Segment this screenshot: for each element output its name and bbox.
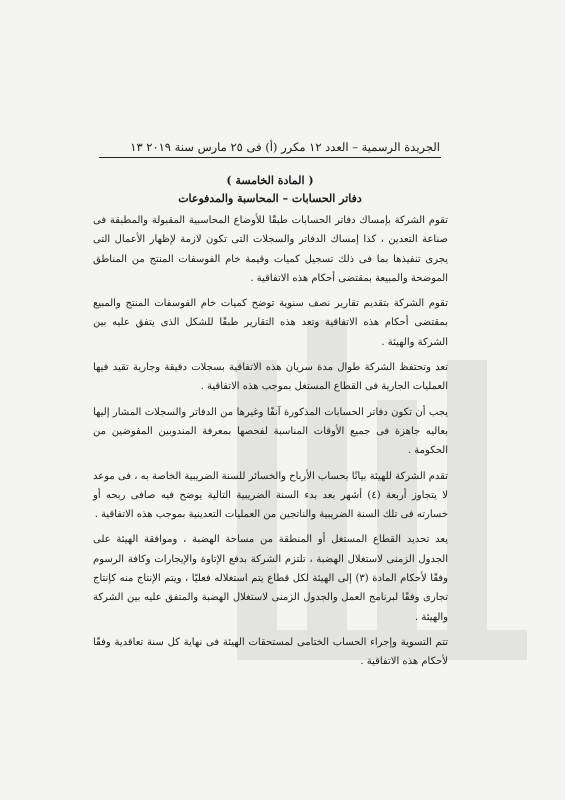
article-subtitle: دفاتر الحسابات – المحاسبة والمدفوعات <box>178 192 362 205</box>
paragraph-6: يعد تحديد القطاع المستغل أو المنطقة من مساحة الهضبة ، وموافقة الهيئة على الجدول الزمنى لاستغلال الهضبة ، تلتزم الشركة بدفع الإتاوة والإيجارات وكافة الرسوم وفقًا لأحكام المادة (٣) إلى الهيئة لكل قطاع يتم استغلاله فعليًا ، ويتم الإنتاج منه كإنتاج تجارى وفقًا لبرنامج العمل والجدول الزمنى لاستغلال الهضبة والمتفق عليه بين الشركة والهيئة . <box>93 534 448 623</box>
paragraph-5: تقدم الشركة للهيئة بيانًا بحساب الأرباح والخسائر للسنة الضريبية الخاصة به ، فى موعد لا يتجاوز أربعة (٤) أشهر بعد بدء السنة الضريبية التالية يوضح فيه صافى ربحه أو خسارته فى تلك السنة الضريبية والناتجين من العمليات التعدينية بموجب هذه الاتفاقية . <box>93 470 448 521</box>
paragraph-2: تقوم الشركة بتقديم تقارير نصف سنوية توضح كميات خام الفوسفات المنتج والمبيع بمقتضى أحكام هذه الاتفاقية وتعد هذه التقارير طبقًا للشكل الذى يتفق عليه بين الشركة والهيئة . <box>93 298 448 348</box>
header-rule <box>99 157 441 158</box>
article-body <box>93 211 448 672</box>
gazette-header: الجريدة الرسمية – العدد ١٢ مكرر (أ) فى ٢٥ مارس سنة ٢٠١٩ ١٣ <box>130 140 440 154</box>
article-title: ( المادة الخامسة ) <box>226 174 314 187</box>
paragraph-3: تعد وتحتفظ الشركة طوال مدة سريان هذه الاتفاقية بسجلات دقيقة وجارية تقيد فيها العمليات الجارية فى القطاع المستغل بموجب هذه الاتفاقية . <box>93 362 448 393</box>
paragraph-4: يجب أن تكون دفاتر الحسابات المذكورة آنفًا وغيرها من الدفاتر والسجلات المشار إليها بعاليه جاهزة فى جميع الأوقات المناسبة لفحصها بمعرفة المندوبين المفوضين من الحكومة . <box>93 406 448 457</box>
paragraph-7: تتم التسوية وإجراء الحساب الختامى لمستحقات الهيئة فى نهاية كل سنة تعاقدية وفقًا لأحكام هذه الاتفاقية . <box>93 636 448 668</box>
paragraph-1: تقوم الشركة بإمساك دفاتر الحسابات طبقًا للأوضاع المحاسبية المقبولة والمطبقة فى صناعة التعدين ، كذا إمساك الدفاتر والسجلات التى تكون لازمة لإظهار الأعمال التى يجرى تنفيذها بما فى ذلك تسجيل كميات وقيمة خام الفوسفات المنتج من المناطق الموضحة والمبيعة بمقتضى أحكام هذه الاتفاقية . <box>93 215 448 284</box>
